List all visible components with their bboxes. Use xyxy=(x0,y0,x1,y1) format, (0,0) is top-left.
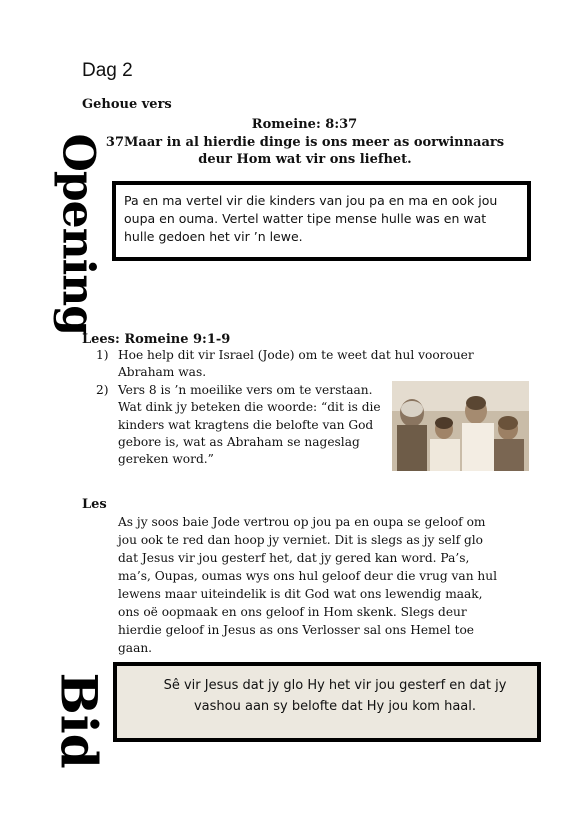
list-number: 2) xyxy=(96,382,109,397)
prayer-box xyxy=(113,662,541,742)
reading-questions xyxy=(96,347,474,469)
question-text: Vers 8 is ’n moeilike vers om te verstaan. Wat dink jy beteken die woorde: “dit is die kinders wat kragtens die belofte van God gebore is, wat as Abraham se nageslag gereken word.” xyxy=(118,382,381,467)
memory-verse-text: 37Maar in al hierdie dinge is ons meer as oorwinnaars deur Hom wat vir ons liefhet. xyxy=(105,135,505,167)
reading-heading: Lees: Romeine 9:1-9 xyxy=(82,332,231,347)
memory-verse-heading: Gehoue vers xyxy=(82,97,172,112)
prayer-box-text: Sê vir Jesus dat jy glo Hy het vir jou gesterf en dat jy vashou aan sy belofte dat Hy jou kom haal. xyxy=(163,678,507,714)
family-photo-image xyxy=(392,381,529,471)
list-item xyxy=(96,382,386,469)
list-number: 1) xyxy=(96,348,109,362)
family-photo xyxy=(392,381,529,471)
prayer-side-label: Bid xyxy=(49,672,109,769)
question-text: Hoe help dit vir Israel (Jode) om te weet dat hul voorouer Abraham was. xyxy=(118,348,474,380)
lesson-text: As jy soos baie Jode vertrou op jou pa en oupa se geloof om jou ook te red dan hoop jy verniet. Dit is slegs as jy self glo dat Jesus vir jou gesterf het, dat jy gered kan word. Pa’s, ma’s, Oupas, oumas wys ons hul geloof deur die vrug van hul lewens maar uiteindelik is dit God wat ons lewendig maak, ons oë oopmaak en ons geloof in Hom skenk. Slegs deur hierdie geloof in Jesus as ons Verlosser sal ons Hemel toe gaan. xyxy=(118,515,498,655)
opening-box-text: Pa en ma vertel vir die kinders van jou pa en ma en ook jou oupa en ouma. Vertel watter tipe mense hulle was en wat hulle gedoen het vir ’n lewe. xyxy=(124,193,498,244)
list-item xyxy=(96,347,518,382)
opening-box xyxy=(112,181,531,261)
opening-side-label: Opening xyxy=(52,133,104,336)
memory-verse-reference: Romeine: 8:37 xyxy=(251,117,358,132)
lesson-heading: Les xyxy=(82,497,107,512)
page-title: Dag 2 xyxy=(82,60,133,81)
